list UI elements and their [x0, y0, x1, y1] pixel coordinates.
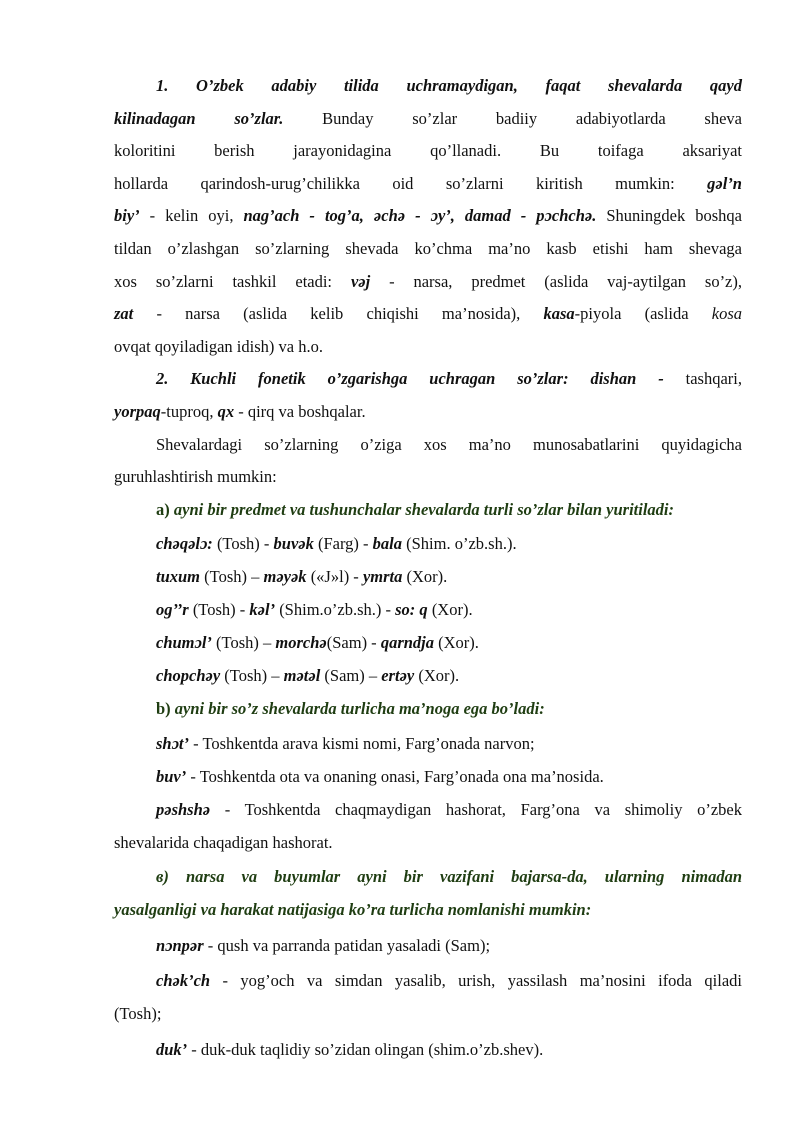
text-line: kilinadagan so’zlar. Bunday so’zlar badiiy adabiyotlarda sheva	[114, 108, 742, 128]
section-b-examples	[114, 728, 742, 859]
example-line: og’’r (Tosh) - kəl’ (Shim.o’zb.sh.) - so: q (Xor).	[156, 600, 473, 620]
paragraph-3	[114, 429, 742, 494]
text-line: biy’ - kelin oyi, nag’ach - tog’a, əchə - ɔy’, damad - pɔchchə. Shuningdek boshqa	[114, 206, 742, 226]
text-line: tildan o’zlashgan so’zlarning shevada ko’chma ma’no kasb etishi ham shevaga	[114, 238, 742, 258]
section-v-heading	[114, 861, 742, 926]
example-line: buv’ - Toshkentda ota va onaning onasi, Farg’onada ona ma’nosida.	[156, 766, 604, 786]
document-page	[114, 70, 742, 1067]
example-line: shɔt’ - Toshkentda arava kismi nomi, Farg’onada narvon;	[156, 733, 535, 753]
example-line: nɔnpər - qush va parranda patidan yasaladi (Sam);	[156, 936, 491, 956]
text-line: yorpaq-tuproq, qx - qirq va boshqalar.	[114, 401, 366, 421]
text-line: Shevalardagi so’zlarning o’ziga xos ma’no munosabatlarini quyidagicha	[156, 434, 742, 454]
section-a-examples	[114, 528, 742, 691]
text-line: (Tosh);	[114, 1003, 162, 1023]
text-line: hollarda qarindosh-urug’chilikka oid so’zlarni kiritish mumkin: gəl’n	[114, 173, 742, 193]
example-line: chəqəlɔ: (Tosh) - buvək (Farg) - bala (Shim. o’zb.sh.).	[156, 534, 517, 554]
text-line: zat - narsa (aslida kelib chiqishi ma’nosida), kasa-piyola (aslida kosa	[114, 304, 743, 324]
section-b-heading: b) ayni bir so’z shevalarda turlicha ma’noga ega bo’ladi:	[156, 699, 545, 719]
text-line: в) narsa va buyumlar ayni bir vazifani bajarsa-da, ularning nimadan	[156, 867, 742, 887]
example-line: chumɔl’ (Tosh) – morchə(Sam) - qarndja (Xor).	[156, 633, 479, 653]
example-line: chək’ch - yog’och va simdan yasalib, urish, yassilash ma’nosini ifoda qiladi	[156, 971, 742, 991]
example-line: tuxum (Tosh) – məyək («J»l) - ymrta (Xor).	[156, 567, 448, 587]
section-a-heading: a) ayni bir predmet va tushunchalar shevalarda turli so’zlar bilan yuritiladi:	[156, 499, 674, 519]
text-line: xos so’zlarni tashkil etadi: vəj - narsa, predmet (aslida vaj-aytilgan so’z),	[114, 271, 743, 291]
paragraph-2	[114, 363, 742, 428]
text-line: guruhlashtirish mumkin:	[114, 467, 277, 487]
heading-1-line: 1. O’zbek adabiy tilida uchramaydigan, faqat shevalarda qayd	[156, 76, 742, 95]
paragraph-1	[114, 70, 742, 363]
example-line: duk’ - duk-duk taqlidiy so’zidan olingan (shim.o’zb.shev).	[156, 1040, 544, 1060]
text-line: ovqat qoyiladigan idish) va h.o.	[114, 336, 323, 356]
text-line: shevalarida chaqadigan hashorat.	[114, 832, 333, 852]
heading-2-line: 2. Kuchli fonetik o’zgarishga uchragan so’zlar: dishan - tashqari,	[156, 369, 742, 389]
example-line: chopchəy (Tosh) – mətəl (Sam) – ertəy (Xor).	[156, 666, 460, 686]
example-line: pəshshə - Toshkentda chaqmaydigan hashorat, Farg’ona va shimoliy o’zbek	[156, 799, 742, 819]
section-v-examples	[114, 930, 742, 1065]
text-line: koloritini berish jarayonidagina qo’llanadi. Bu toifaga aksariyat	[114, 141, 742, 161]
text-line: yasalganligi va harakat natijasiga ko’ra turlicha nomlanishi mumkin:	[114, 899, 592, 919]
